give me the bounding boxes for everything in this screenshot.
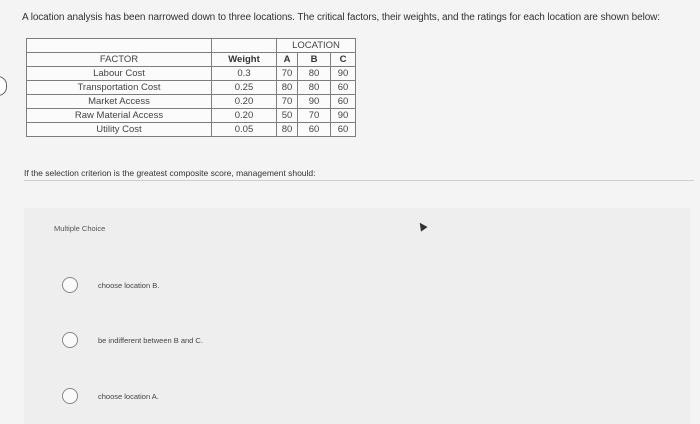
rating-a-cell: 70 — [277, 95, 298, 109]
rating-b-cell: 90 — [298, 95, 331, 109]
location-header: LOCATION — [277, 39, 356, 53]
location-a-header: A — [277, 53, 298, 67]
table-row — [27, 95, 356, 109]
table-row — [27, 81, 356, 95]
weight-cell: 0.05 — [212, 123, 277, 137]
weight-header: Weight — [212, 53, 277, 67]
collapse-handle[interactable] — [0, 76, 7, 96]
factor-cell: Transportation Cost — [27, 81, 212, 95]
weight-cell: 0.3 — [212, 67, 277, 81]
rating-c-cell: 90 — [331, 67, 356, 81]
factor-cell: Labour Cost — [27, 67, 212, 81]
rating-a-cell: 50 — [277, 109, 298, 123]
radio-button[interactable] — [62, 277, 78, 293]
option-choose-a[interactable] — [62, 387, 159, 405]
question-divider — [24, 180, 694, 181]
question-text: If the selection criterion is the greatest composite score, management should: — [24, 168, 316, 178]
weight-cell: 0.20 — [212, 109, 277, 123]
table-row — [27, 109, 356, 123]
option-indifferent-b-c[interactable] — [62, 331, 203, 349]
rating-a-cell: 80 — [277, 123, 298, 137]
radio-button[interactable] — [62, 388, 78, 404]
rating-c-cell: 60 — [331, 81, 356, 95]
factor-cell: Raw Material Access — [27, 109, 212, 123]
rating-a-cell: 70 — [277, 67, 298, 81]
option-choose-b[interactable] — [62, 276, 160, 294]
table-subheader-row — [27, 53, 356, 67]
rating-c-cell: 60 — [331, 123, 356, 137]
factor-header: FACTOR — [27, 53, 212, 67]
option-label: choose location B. — [98, 280, 160, 290]
rating-a-cell: 80 — [277, 81, 298, 95]
weight-cell: 0.20 — [212, 95, 277, 109]
table-header-row — [27, 39, 356, 53]
rating-c-cell: 60 — [331, 95, 356, 109]
rating-b-cell: 80 — [298, 67, 331, 81]
factor-cell: Utility Cost — [27, 123, 212, 137]
rating-b-cell: 60 — [298, 123, 331, 137]
rating-c-cell: 90 — [331, 109, 356, 123]
weight-cell: 0.25 — [212, 81, 277, 95]
table-row — [27, 67, 356, 81]
radio-button[interactable] — [62, 332, 78, 348]
rating-b-cell: 80 — [298, 81, 331, 95]
option-label: choose location A. — [98, 391, 159, 401]
factor-cell: Market Access — [27, 95, 212, 109]
multiple-choice-label: Multiple Choice — [54, 224, 106, 233]
problem-statement: A location analysis has been narrowed down to three locations. The critical factors, their weights, and the ratings for each location are shown below: — [22, 12, 660, 23]
option-label: be indifferent between B and C. — [98, 335, 203, 345]
header-blank-factor — [27, 39, 212, 53]
table-row — [27, 123, 356, 137]
location-c-header: C — [331, 53, 356, 67]
header-blank-weight — [212, 39, 277, 53]
factor-rating-table — [26, 38, 356, 137]
rating-b-cell: 70 — [298, 109, 331, 123]
location-b-header: B — [298, 53, 331, 67]
